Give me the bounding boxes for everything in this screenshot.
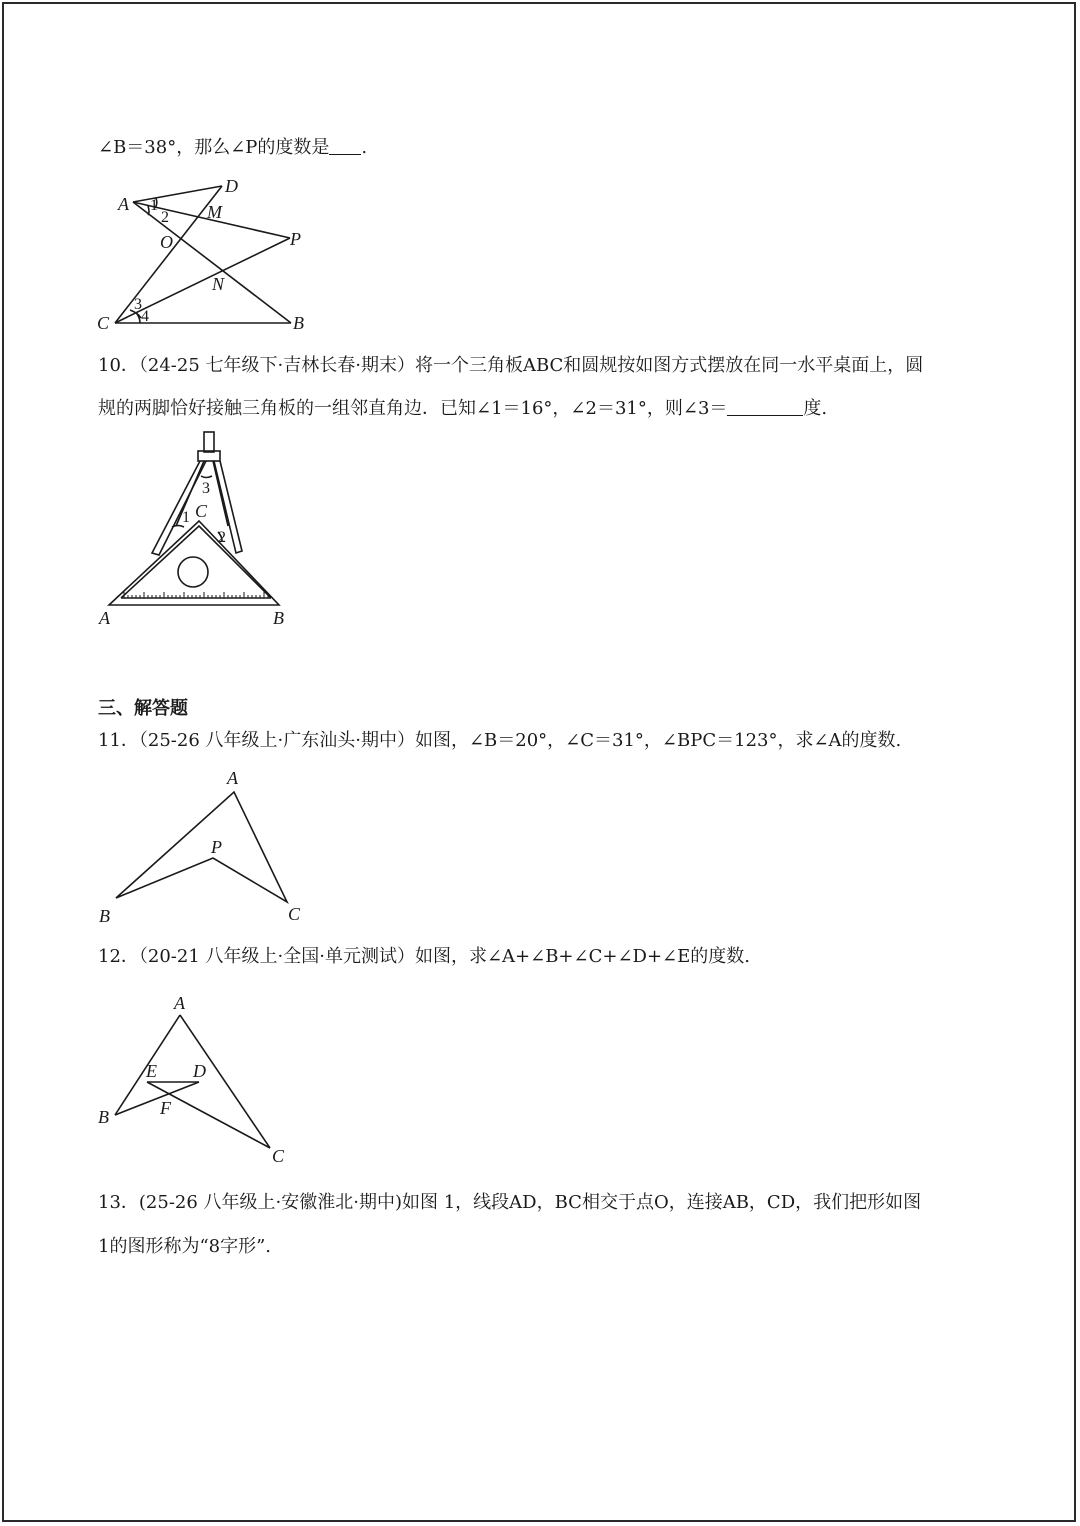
q10-label-B: B [273,608,284,628]
q10-label-3: 3 [202,480,210,497]
q11-label-C: C [288,904,301,924]
q9-label-A: A [118,194,129,214]
q11-label-B: B [99,906,110,926]
q11-label-A: A [227,768,238,788]
q9-tail-text: ∠B＝38°，那么∠P的度数是 [98,137,330,158]
q10-line2-text: 规的两脚恰好接触三角板的一组邻直角边．已知∠1＝16°，∠2＝31°，则∠3＝ [98,398,728,419]
q9-label-2: 2 [161,209,169,226]
q9-label-P: P [290,229,301,249]
q10-line2-end: 度. [803,398,828,419]
q9-label-B: B [293,313,304,333]
q9-answer-blank[interactable] [329,136,361,155]
q12-label-C: C [272,1146,285,1166]
q9-tail-line [98,136,367,160]
q13-line2: 1的图形称为“8字形”. [98,1236,272,1257]
q12-label-F: F [160,1098,171,1118]
q9-label-C: C [97,313,110,333]
q10-line2 [98,397,827,421]
q9-label-M: M [207,202,222,222]
q9-label-3: 3 [134,296,142,313]
q12-label-A: A [174,993,185,1013]
page-border [2,2,1076,1522]
q9-label-D: D [225,176,238,196]
section-title: 三、解答题 [98,698,188,719]
q13-line1: 13．(25-26 八年级上·安徽淮北·期中)如图 1，线段AD，BC相交于点O，连接AB，CD，我们把形如图 [98,1192,922,1213]
q11-text: 11．（25-26 八年级上·广东汕头·期中）如图，∠B＝20°，∠C＝31°，∠BPC＝123°，求∠A的度数. [98,730,902,751]
q10-line1: 10．（24-25 七年级下·吉林长春·期末）将一个三角板ABC和圆规按如图方式摆放在同一水平桌面上，圆 [98,355,924,376]
q10-label-2: 2 [218,529,226,546]
q9-tail-end: . [361,137,368,158]
q10-label-C: C [195,501,208,521]
q12-label-B: B [98,1107,109,1127]
q12-text: 12．（20-21 八年级上·全国·单元测试）如图，求∠A+∠B+∠C+∠D+∠E的度数. [98,946,750,967]
q9-label-4: 4 [141,308,149,325]
q12-label-D: D [193,1061,206,1081]
q10-label-A: A [99,608,110,628]
q10-answer-blank[interactable] [727,397,803,416]
q9-label-1: 1 [150,197,158,214]
q9-label-N: N [212,274,225,294]
q11-label-P: P [211,837,222,857]
q9-label-O: O [160,232,173,252]
q10-label-1: 1 [182,509,190,526]
q12-label-E: E [146,1061,157,1081]
